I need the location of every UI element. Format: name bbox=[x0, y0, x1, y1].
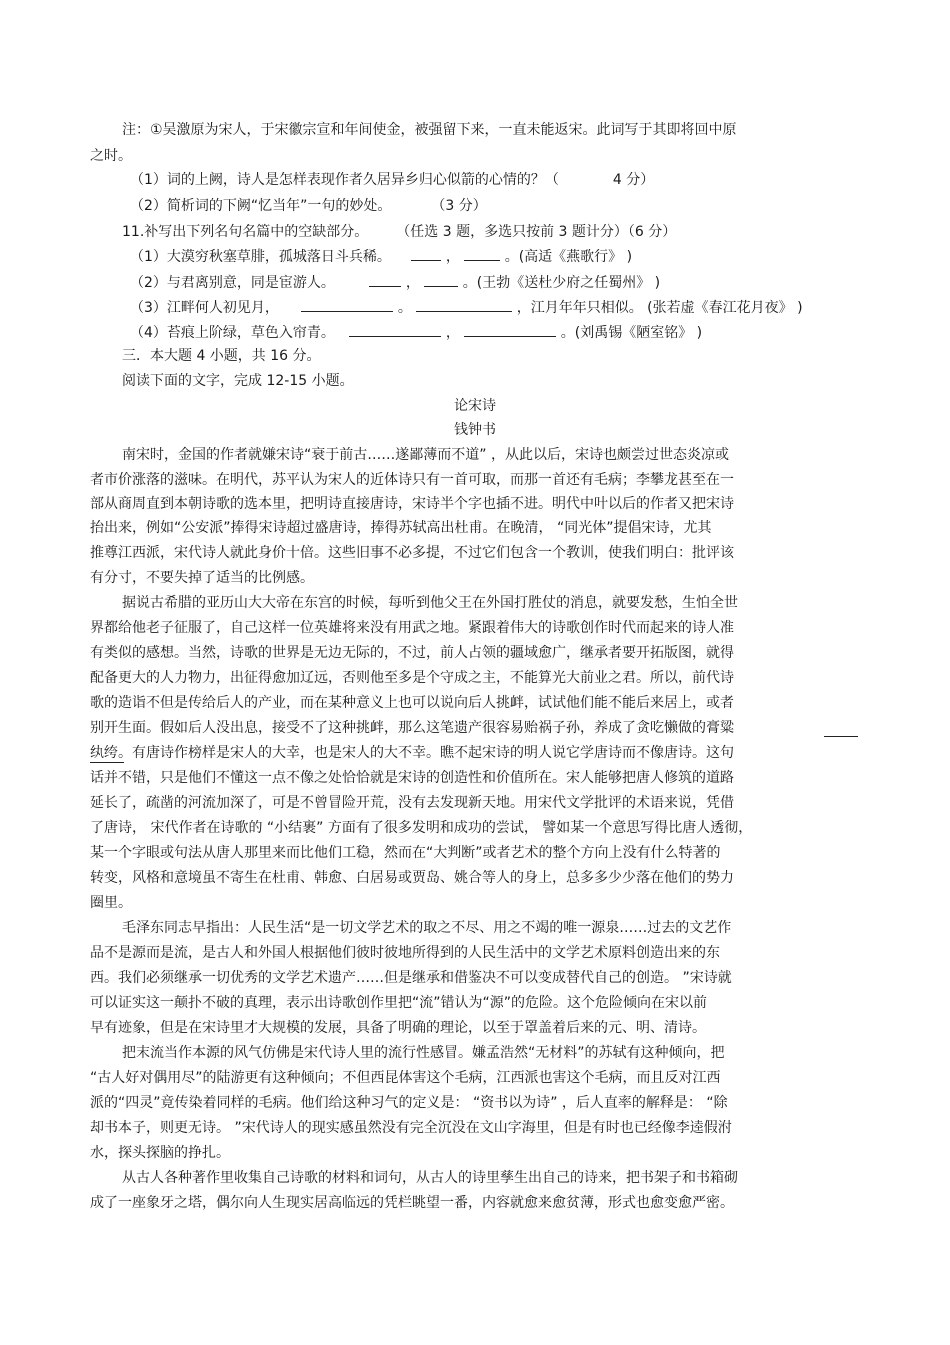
margin-rule bbox=[824, 736, 858, 737]
article-line-underlined: 纨绔。有唐诗作榜样是宋人的大幸，也是宋人的大不幸。瞧不起宋诗的明人说它学唐诗而不像唐诗。这句 bbox=[90, 745, 734, 761]
q10-sub2-score: （3 分） bbox=[431, 198, 487, 214]
article-title: 论宋诗 bbox=[454, 398, 496, 414]
article-line: 歌的造诣不但是传给后人的产业，而在某种意义上也可以说向后人挑衅，试试他们能不能后来居上，或者 bbox=[90, 695, 734, 711]
article-line: 水，探头探脑的挣扎。 bbox=[90, 1145, 230, 1161]
article-line: 话并不错，只是他们不懂这一点不像之处恰恰就是宋诗的创造性和价值所在。宋人能够把唐人修筑的道路 bbox=[90, 770, 734, 786]
answer-blank[interactable] bbox=[411, 246, 441, 261]
section3-heading: 三．本大题 4 小题，共 16 分。 bbox=[122, 348, 321, 364]
article-line: 毛泽东同志早指出：人民生活“是一切文学艺术的取之不尽、用之不竭的唯一源泉……过去的文艺作 bbox=[122, 920, 732, 936]
q11-item-2 bbox=[130, 272, 660, 293]
article-line: “古人好对偶用尽”的陆游更有这种倾向；不但西昆体害这个毛病，江西派也害这个毛病，而且反对江西 bbox=[90, 1070, 721, 1086]
article-line: 品不是源而是流，是古人和外国人根据他们彼时彼地所得到的人民生活中的文学艺术原料创造出来的东 bbox=[90, 945, 720, 961]
q11-item-1-mid: ， bbox=[445, 249, 460, 265]
q11-item-3 bbox=[130, 297, 803, 318]
q11-item-2-post: 。(王勃《送杜少府之任蜀州》 ) bbox=[462, 275, 661, 291]
article-line: 某一个字眼或句法从唐人那里来而比他们工稳，然而在“大判断”或者艺术的整个方向上没有什么特著的 bbox=[90, 845, 721, 861]
q11-note: （任选 3 题，多选只按前 3 题计分）（6 分） bbox=[396, 224, 677, 240]
q10-sub1-text: （1）词的上阙，诗人是怎样表现作者久居异乡归心似箭的心情的？（ bbox=[130, 172, 559, 188]
q11-item-4-post: 。(刘禹锡《陋室铭》 ) bbox=[560, 325, 703, 341]
q11-item-2-mid: ， bbox=[405, 275, 420, 291]
answer-blank[interactable] bbox=[369, 272, 401, 287]
article-line: 可以证实这一颠扑不破的真理，表示出诗歌创作里把“流”错认为“源”的危险。这个危险倾向在宋以前 bbox=[90, 995, 708, 1011]
article-line: 南宋时，金国的作者就嫌宋诗“衰于前古……遂鄙薄而不道” ，从此以后，宋诗也颇尝过世态炎凉或 bbox=[122, 447, 729, 463]
q10-sub2-text: （2）简析词的下阙“忆当年”一句的妙处。 bbox=[130, 198, 392, 214]
article-line: 别开生面。假如后人没出息，接受不了这种挑衅，那么这笔遗产很容易贻祸子孙，养成了贪吃懒做的膏粱 bbox=[90, 720, 734, 736]
article-line: 者市价涨落的滋味。在明代，苏平认为宋人的近体诗只有一首可取，而那一首还有毛病；李攀龙甚至在一 bbox=[90, 472, 734, 488]
article-line: 据说古希腊的亚历山大大帝在东宫的时候，每听到他父王在外国打胜仗的消息，就要发愁，生怕全世 bbox=[122, 595, 738, 611]
q11-item-3-pre: （3）江畔何人初见月， bbox=[130, 300, 279, 316]
article-line: 从古人各种著作里收集自己诗歌的材料和词句，从古人的诗里孳生出自己的诗来，把书架子和书箱砌 bbox=[122, 1170, 738, 1186]
answer-blank[interactable] bbox=[349, 322, 441, 337]
answer-blank[interactable] bbox=[424, 272, 458, 287]
article-line: 派的“四灵”竟传染着同样的毛病。他们给这种习气的定义是： “资书以为诗” ，后人直率的解释是： “除 bbox=[90, 1095, 728, 1111]
article-line: 延长了，疏凿的河流加深了，可是不曾冒险开荒，没有去发现新天地。用宋代文学批评的术语来说，凭借 bbox=[90, 795, 734, 811]
q11-item-4 bbox=[130, 322, 702, 343]
article-line: 部从商周直到本朝诗歌的选本里，把明诗直接唐诗，宋诗半个字也插不进。明代中叶以后的作者又把宋诗 bbox=[90, 496, 734, 512]
q11-title: 11.补写出下列名句名篇中的空缺部分。 bbox=[122, 224, 369, 240]
q10-sub1-score: 4 分） bbox=[612, 172, 655, 188]
article-line: 早有迹象，但是在宋诗里才大规模的发展，具备了明确的理论，以至于罩盖着后来的元、明、清诗。 bbox=[90, 1020, 706, 1036]
article-line: 圈里。 bbox=[90, 895, 132, 911]
q11-item-2-pre: （2）与君离别意，同是宦游人。 bbox=[130, 275, 335, 291]
article-line: 成了一座象牙之塔，偶尔向人生现实居高临远的凭栏眺望一番，内容就愈来愈贫薄，形式也愈变愈严密。 bbox=[90, 1195, 734, 1211]
q11-item-1-pre: （1）大漠穷秋塞草腓，孤城落日斗兵稀。 bbox=[130, 249, 391, 265]
article-line: 却书本子，则更无诗。 ”宋代诗人的现实感虽然没有完全沉没在文山字海里，但是有时也已经像李逵假泭 bbox=[90, 1120, 732, 1136]
q11-item-4-pre: （4）苔痕上阶绿，草色入帘青。 bbox=[130, 325, 335, 341]
article-line: 把末流当作本源的风气仿佛是宋代诗人里的流行性感冒。嫌孟浩然“无材料”的苏轼有这种倾向，把 bbox=[122, 1045, 725, 1061]
section3-instruction: 阅读下面的文字，完成 12-15 小题。 bbox=[122, 373, 354, 389]
article-line: 推尊江西派，宋代诗人就此身价十倍。这些旧事不必多提，不过它们包含一个教训，使我们明白：批评该 bbox=[90, 545, 734, 561]
q11-item-3-post: ，江月年年只相似。 (张若虚《春江花月夜》 ) bbox=[516, 300, 803, 316]
note-line-2: 之时。 bbox=[90, 148, 132, 164]
q10-sub1 bbox=[130, 170, 654, 190]
article-line: 有分寸，不要失掉了适当的比例感。 bbox=[90, 570, 314, 586]
article-line: 配备更大的人力物力，出征得愈加辽远，否则他至多是个守成之主，不能算光大前业之君。所以，前代诗 bbox=[90, 670, 734, 686]
q11-item-1-post: 。(高适《燕歌行》 ) bbox=[504, 249, 633, 265]
article-line: 抬出来，例如“公安派”捧得宋诗超过盛唐诗，捧得苏轼高出杜甫。在晚清， “同光体”提倡宋诗，尤其 bbox=[90, 520, 712, 536]
article-line: 转变，风格和意境虽不寄生在杜甫、韩愈、白居易或贾岛、姚合等人的身上，总多多少少落在他们的势力 bbox=[90, 870, 734, 886]
article-line: 了唐诗， 宋代作者在诗歌的 “小结裹” 方面有了很多发明和成功的尝试， 譬如某一个意思写得比唐人透彻， bbox=[90, 820, 753, 836]
q11-title-row bbox=[122, 222, 676, 242]
underline-mark bbox=[90, 762, 124, 763]
answer-blank[interactable] bbox=[464, 322, 556, 337]
answer-blank[interactable] bbox=[416, 297, 512, 312]
q11-item-4-mid: ， bbox=[445, 325, 460, 341]
article-author: 钱钟书 bbox=[454, 422, 496, 438]
article-line: 西。我们必须继承一切优秀的文学艺术遗产……但是继承和借鉴决不可以变成替代自己的创造。 ”宋诗就 bbox=[90, 970, 732, 986]
q11-item-1 bbox=[130, 246, 632, 267]
article-line: 有类似的感想。当然，诗歌的世界是无边无际的，不过，前人占领的疆域愈广，继承者要开拓版图，就得 bbox=[90, 645, 734, 661]
q10-sub2 bbox=[130, 196, 487, 216]
answer-blank[interactable] bbox=[301, 297, 393, 312]
article-line: 界都给他老子征服了，自己这样一位英雄将来没有用武之地。紧跟着伟大的诗歌创作时代而起来的诗人准 bbox=[90, 620, 734, 636]
note-line-1: 注：①吴激原为宋人，于宋徽宗宣和年间使金，被强留下来，一直未能返宋。此词写于其即将回中原 bbox=[122, 122, 737, 138]
answer-blank[interactable] bbox=[464, 246, 500, 261]
q11-item-3-mid: 。 bbox=[397, 300, 412, 316]
